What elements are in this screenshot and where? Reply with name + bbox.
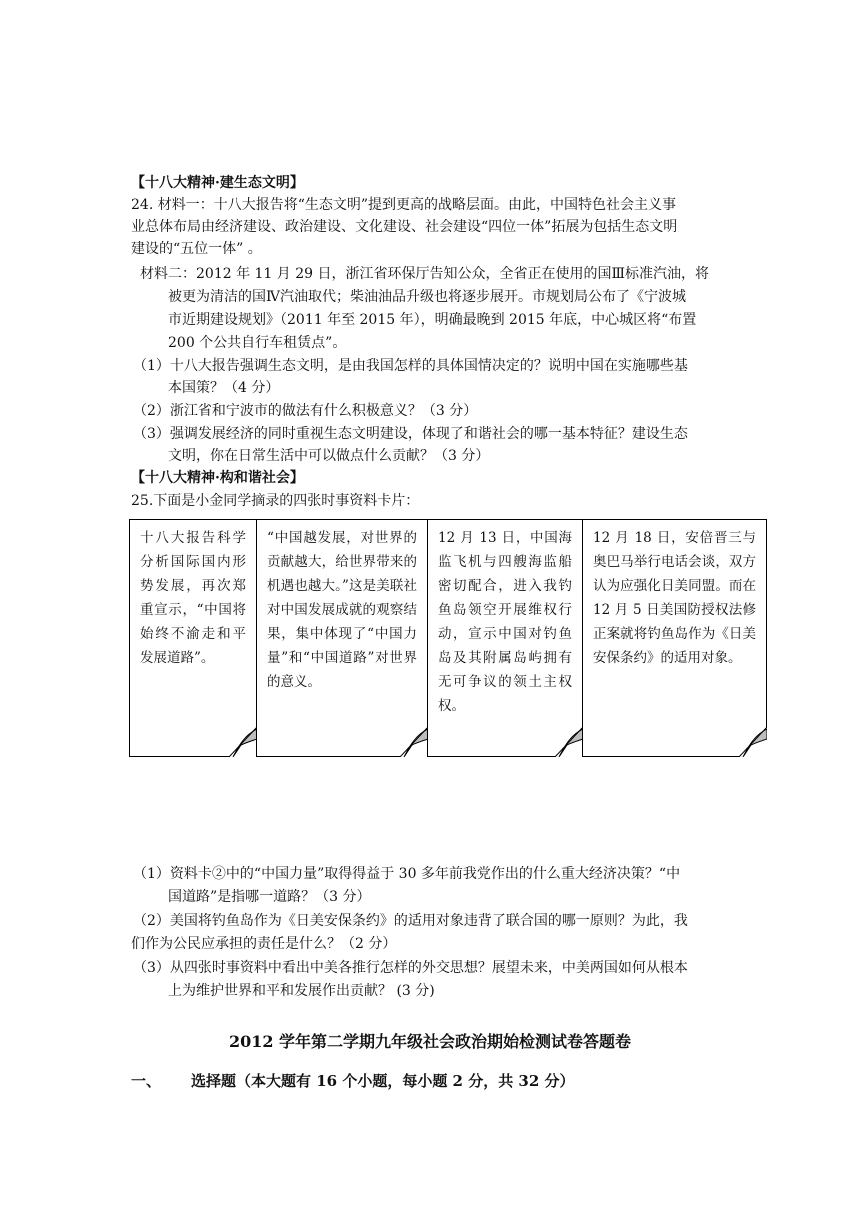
news-card-text: 12 月 18 日，安倍晋三与奥巴马举行电话会谈，双方认为应强化日美同盟。而在 12 月 5 日美国防授权法修正案就将钓鱼岛作为《日美安保条约》的适用对象。	[593, 530, 756, 666]
q25-question-line: 上为维护世界和平和发展作出贡献？ (3 分)	[168, 983, 435, 999]
page-curl-icon	[229, 727, 257, 757]
q24-material1-line: 24. 材料一：十八大报告将“生态文明”提到更高的战略层面。由此，中国特色社会主义事	[131, 197, 677, 213]
q24-question-line: （2）浙江省和宁波市的做法有什么积极意义？（3 分）	[133, 403, 478, 419]
news-card	[582, 519, 767, 757]
q25-question-line: （3）从四张时事资料中看出中美各推行怎样的外交思想？展望未来，中美两国如何从根本	[133, 960, 688, 976]
part1-number: 一、	[131, 1072, 162, 1090]
page-curl-icon	[400, 727, 428, 757]
q24-material2-line: 200 个公共自行车租赁点”。	[168, 335, 347, 351]
q25-intro: 25.下面是小金同学摘录的四张时事资料卡片：	[131, 493, 420, 509]
news-card	[427, 519, 583, 757]
q25-question-line: 国道路”是指哪一道路？（3 分）	[168, 889, 371, 905]
page-curl-icon	[555, 727, 583, 757]
part1-label: 选择题（本大题有 16 个小题，每小题 2 分，共 32 分）	[191, 1072, 575, 1090]
q24-question-line: （1）十八大报告强调生态文明，是由我国怎样的具体国情决定的？说明中国在实施哪些基	[133, 358, 688, 374]
q25-question-line: （2）美国将钓鱼岛作为《日美安保条约》的适用对象违背了联合国的哪一原则？为此，我	[133, 913, 688, 929]
q24-question-line: 文明，你在日常生活中可以做点什么贡献？（3 分）	[168, 448, 490, 464]
q24-material1-line: 建设的“五位一体” 。	[131, 241, 262, 257]
news-card-text: 12 月 13 日，中国海监飞机与四艘海监船密切配合，进入我钓鱼岛领空开展维权行动，宣示中国对钓鱼岛及其附属岛屿拥有无可争议的领土主权权。	[438, 530, 572, 714]
q24-material2-line: 被更为清洁的国Ⅳ汽油取代；柴油油品升级也将逐步展开。市规划局公布了《宁波城	[168, 289, 686, 305]
section-heading-ecology: 【十八大精神·建生态文明】	[131, 175, 304, 191]
news-card	[129, 519, 257, 757]
news-card-text: “中国越发展，对世界的贡献越大，给世界带来的机遇也越大。”这是美联社对中国发展成就的观察结果，集中体现了“中国力量”和“中国道路”对世界的意义。	[267, 530, 417, 690]
q24-material1-line: 业总体布局由经济建设、政治建设、文化建设、社会建设“四位一体”拓展为包括生态文明	[131, 219, 678, 235]
news-card-text: 十八大报告科学分析国际国内形势发展，再次郑重宣示，“中国将始终不渝走和平发展道路”。	[140, 530, 246, 666]
page-curl-icon	[739, 727, 767, 757]
news-cards	[129, 519, 767, 759]
q25-question-line: 们作为公民应承担的责任是什么？（2 分）	[131, 936, 397, 952]
q24-material2-line: 材料二：2012 年 11 月 29 日，浙江省环保厅告知公众，全省正在使用的国Ⅲ标准汽油，将	[140, 266, 710, 282]
q24-question-line: （3）强调发展经济的同时重视生态文明建设，体现了和谐社会的哪一基本特征？建设生态	[133, 426, 688, 442]
news-card	[256, 519, 428, 757]
q24-question-line: 本国策？（4 分）	[168, 380, 280, 396]
section-heading-harmony: 【十八大精神·构和谐社会】	[131, 470, 304, 486]
q25-question-line: （1）资料卡②中的“中国力量”取得得益于 30 多年前我党作出的什么重大经济决策？“中	[133, 866, 681, 882]
q24-material2-line: 市近期建设规划》（2011 年至 2015 年），明确最晚到 2015 年底，中心城区将“布置	[168, 312, 697, 328]
answer-sheet-title: 2012 学年第二学期九年级社会政治期始检测试卷答题卷	[228, 1032, 632, 1051]
